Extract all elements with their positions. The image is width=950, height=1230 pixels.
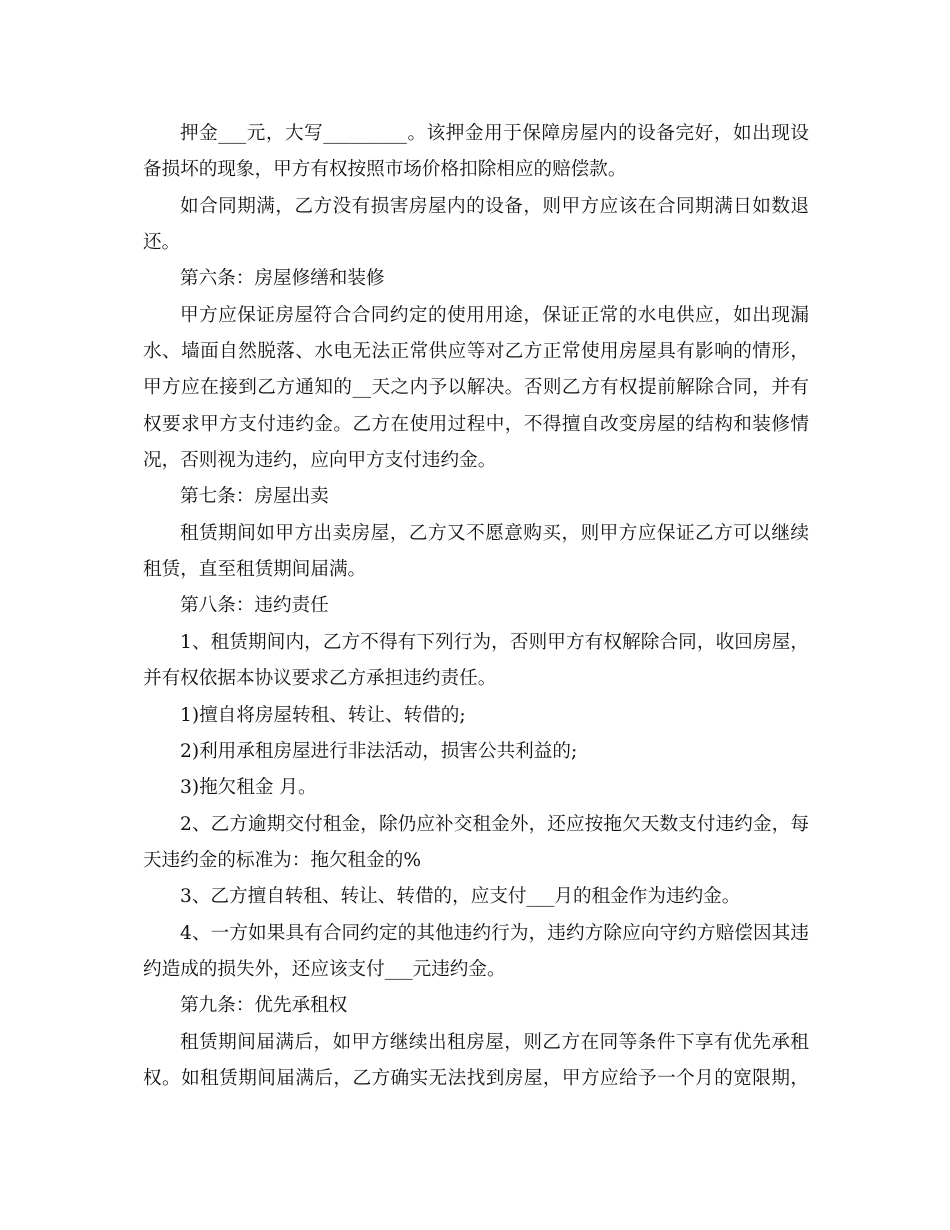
paragraph-article-8-item-1 — [143, 625, 809, 698]
article-7-heading — [143, 479, 809, 515]
text-line: 租赁期间如甲方出卖房屋，乙方又不愿意购买，则甲方应保证乙方可以继续 — [180, 522, 809, 544]
text-line: 租赁期间届满后，如甲方继续出租房屋，则乙方在同等条件下享有优先承租 — [180, 1031, 809, 1053]
article-9-heading — [143, 988, 809, 1024]
article-6-heading — [143, 261, 809, 297]
text-line: 4、一方如果具有合同约定的其他违约行为，违约方除应向守约方赔偿因其违 — [180, 922, 809, 944]
text-line: 甲方应在接到乙方通知的__天之内予以解决。否则乙方有权提前解除合同，并有 — [143, 377, 809, 399]
text-line: 还。 — [143, 232, 181, 254]
section-heading: 第八条：违约责任 — [180, 595, 329, 617]
paragraph-deposit — [143, 116, 809, 189]
article-8-heading — [143, 588, 809, 624]
text-line: 1)擅自将房屋转租、转让、转借的; — [180, 704, 466, 726]
text-line: 备损坏的现象，甲方有权按照市场价格扣除相应的赔偿款。 — [143, 159, 627, 181]
list-item — [143, 698, 809, 734]
text-line: 2)利用承租房屋进行非法活动，损害公共利益的; — [180, 740, 578, 762]
text-line: 天违约金的标准为：拖欠租金的% — [143, 849, 421, 871]
text-line: 1、租赁期间内，乙方不得有下列行为，否则甲方有权解除合同，收回房屋， — [180, 631, 809, 653]
document-body — [143, 116, 809, 1097]
text-line: 甲方应保证房屋符合合同约定的使用用途，保证正常的水电供应，如出现漏 — [180, 304, 809, 326]
paragraph-article-6-body — [143, 298, 809, 480]
list-item — [143, 770, 809, 806]
text-line: 租赁，直至租赁期间届满。 — [143, 559, 367, 581]
text-line: 约造成的损失外，还应该支付___元违约金。 — [143, 958, 506, 980]
paragraph-article-8-item-3 — [143, 879, 809, 915]
section-heading: 第九条：优先承租权 — [180, 995, 348, 1017]
text-line: 况，否则视为违约，应向甲方支付违约金。 — [143, 450, 497, 472]
section-heading: 第七条：房屋出卖 — [180, 486, 329, 508]
paragraph-article-7-body — [143, 516, 809, 589]
paragraph-deposit-return — [143, 189, 809, 262]
section-heading: 第六条：房屋修缮和装修 — [180, 268, 385, 290]
text-line: 如合同期满，乙方没有损害房屋内的设备，则甲方应该在合同期满日如数退 — [180, 195, 809, 217]
text-line: 权。如租赁期间届满后，乙方确实无法找到房屋，甲方应给予一个月的宽限期， — [143, 1067, 809, 1089]
text-line: 2、乙方逾期交付租金，除仍应补交租金外，还应按拖欠天数支付违约金，每 — [180, 813, 809, 835]
text-line: 并有权依据本协议要求乙方承担违约责任。 — [143, 668, 497, 690]
text-line: 3)拖欠租金 月。 — [180, 777, 317, 799]
text-line: 水、墙面自然脱落、水电无法正常供应等对乙方正常使用房屋具有影响的情形， — [143, 341, 809, 363]
text-line: 押金___元，大写_________。该押金用于保障房屋内的设备完好，如出现设 — [180, 123, 809, 144]
text-line: 权要求甲方支付违约金。乙方在使用过程中，不得擅自改变房屋的结构和装修情 — [143, 413, 809, 435]
paragraph-article-9-body — [143, 1025, 809, 1098]
list-item — [143, 734, 809, 770]
paragraph-article-8-item-2 — [143, 807, 809, 880]
text-line: 3、乙方擅自转租、转让、转借的，应支付___月的租金作为违约金。 — [180, 886, 741, 908]
paragraph-article-8-item-4 — [143, 916, 809, 989]
